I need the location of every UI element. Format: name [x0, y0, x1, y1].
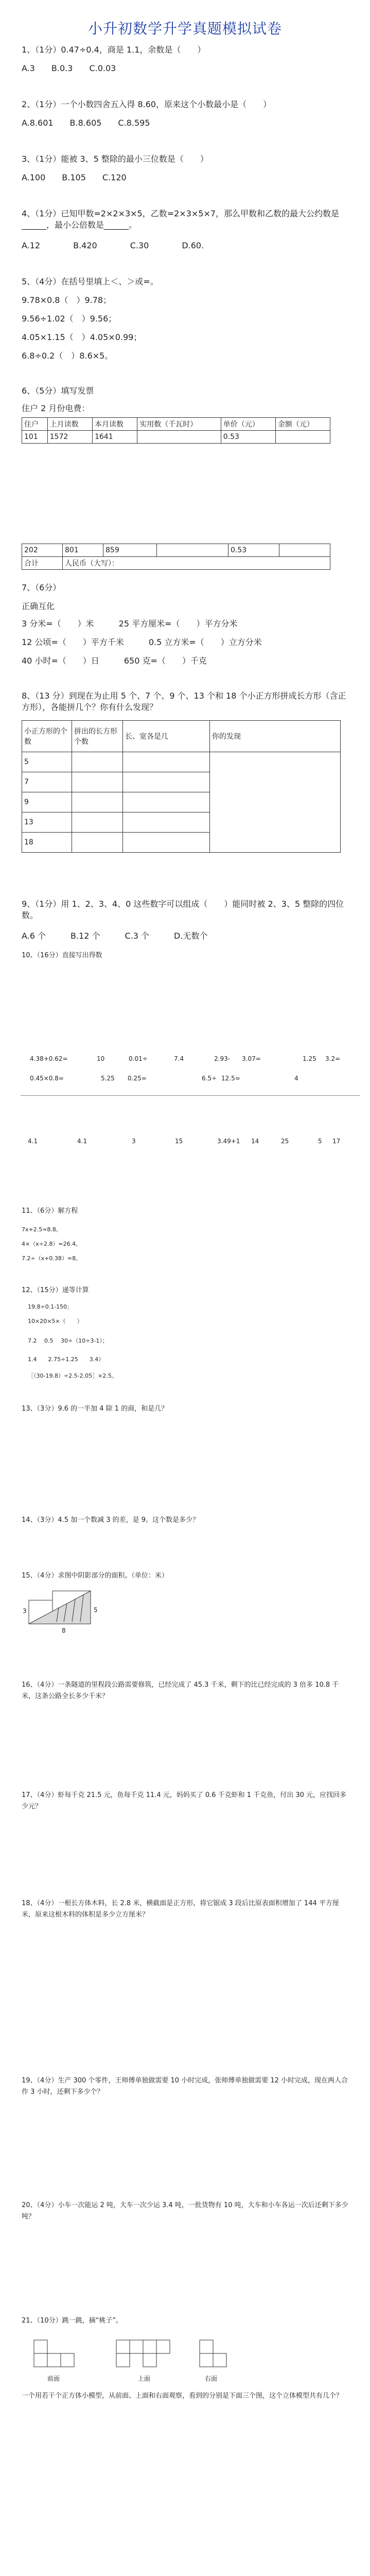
- table-cell: [137, 431, 221, 444]
- calc-item: 3.49+1: [217, 1138, 240, 1145]
- calc-item: 17: [332, 1138, 341, 1145]
- question-4-options: A.12 B.420 C.30 D.60.: [22, 241, 204, 250]
- question-10: 10、（16分）直接写出得数: [22, 952, 102, 959]
- rectangle-table: [22, 720, 341, 853]
- question-8: 8、（13 分）到现在为止用 5 个、7 个、9 个、13 个和 18 个小正方形拼成长方形（含正方形），各能拼几个？你有什么发现？: [22, 691, 346, 712]
- question-2-options: A.8.601 B.8.605 C.8.595: [22, 118, 150, 128]
- table-header: 长、宽各是几: [123, 721, 210, 752]
- question-7: 7、（6分）: [22, 583, 61, 592]
- question-21-description: 一个用若干个正方体小模型，从前面、上面和右面观察，看到的分别是下面三个图，这个立体模型共有几个？: [22, 2392, 343, 2400]
- question-9-options: A.6 个 B.12 个 C.3 个 D.无数个: [22, 931, 208, 941]
- table-header: 本月读数: [92, 418, 137, 431]
- calc-item: 4: [294, 1075, 298, 1082]
- calc-item: 3: [132, 1138, 136, 1145]
- calc-item: 25: [281, 1138, 289, 1145]
- view-label: 右面: [205, 2375, 218, 2382]
- equation: 7.2÷（x+0.38）=8。: [22, 1255, 82, 1262]
- question-7-subtitle: 正确互化: [22, 601, 55, 611]
- table-cell: 1641: [92, 431, 137, 444]
- table-cell: 7: [22, 772, 72, 792]
- table-cell: [279, 544, 330, 557]
- table-cell: 0.53: [221, 431, 275, 444]
- question-5: 5、（4分）在括号里填上＜、＞或=。: [22, 277, 158, 286]
- expression: 1.4 2.75÷1.25 3.4）: [28, 1356, 107, 1363]
- expression: 19.8÷0.1-150；: [28, 1303, 73, 1310]
- page-title: 小升初数学升学真题模拟试卷: [87, 20, 282, 37]
- question-5-row: 6.8÷0.2（ ）8.6×5。: [22, 351, 113, 361]
- question-3: 3、（1分）能被 3、5 整除的最小三位数是（ ）: [22, 154, 208, 164]
- question-7-row: 3 分米=（ ）米 25 平方厘米=（ ）平方分米: [22, 619, 238, 629]
- table-header: 单价（元）: [221, 418, 275, 431]
- table-header: 拼出的长方形个数: [72, 721, 123, 752]
- table-cell: 5: [22, 752, 72, 772]
- calc-item: 0.01÷: [129, 1055, 148, 1062]
- table-header: 你的发现: [210, 721, 341, 752]
- calc-item: 3.2=: [325, 1055, 341, 1062]
- table-cell: 101: [22, 431, 48, 444]
- question-1-options: A.3 B.0.3 C.0.03: [22, 63, 116, 73]
- right-view-figure: [199, 2339, 240, 2370]
- table-cell: 859: [103, 544, 157, 557]
- table-cell: [275, 431, 330, 444]
- table-cell: 1572: [47, 431, 92, 444]
- front-view-figure: [33, 2339, 82, 2370]
- table-header: 实用数（千瓦时）: [137, 418, 221, 431]
- expression: 7.2 0.5 30÷（10÷3-1）；: [28, 1337, 108, 1344]
- question-6-subtitle: 住户 2 月份电费：: [22, 403, 90, 413]
- table-header: 住户: [22, 418, 48, 431]
- question-19: 19、（4分）生产 300 个零件，王师傅单独做需要 10 小时完成，张师傅单独做需要 12 小时完成，现在两人合作 3 小时，还剩下多少个？: [22, 2077, 348, 2096]
- calc-item: 3.07=: [242, 1055, 261, 1062]
- calc-item: 4.1: [28, 1138, 38, 1145]
- calc-item: 0.45×0.8=: [30, 1075, 64, 1082]
- calc-item: 14: [251, 1138, 259, 1145]
- dimension-label: 8: [62, 1627, 66, 1634]
- table-cell: 18: [22, 833, 72, 853]
- question-18: 18、（4分）一根长方体木料，长 2.8 米，横截面是正方形，将它锯成 3 段后比原表面积增加了 144 平方厘米，原来这根木料的体积是多少立方厘米？: [22, 1900, 339, 1919]
- question-21: 21、（10分）跳一跳，摘“桃子”。: [22, 2317, 123, 2325]
- calc-item: 15: [175, 1138, 183, 1145]
- table-cell: 13: [22, 812, 72, 833]
- question-9: 9、（1分）用 1、2、3、4、0 这些数字可以组成（ ）能同时被 2、3、5 整除的四位数。: [22, 899, 344, 920]
- table-header: 上月读数: [47, 418, 92, 431]
- table-row: [22, 544, 330, 557]
- table-row: [22, 557, 330, 570]
- equation: 4×（x÷2.8）=26.4。: [22, 1241, 82, 1247]
- question-14: 14、（3分）4.5 加一个数减 3 的差，是 9。这个数是多少？: [22, 1516, 200, 1524]
- view-label: 上面: [138, 2375, 151, 2382]
- table-header-row: [22, 721, 341, 752]
- dimension-label: 3: [23, 1607, 27, 1615]
- question-6: 6、（5分）填写发票: [22, 386, 94, 396]
- calc-item: 4.1: [77, 1138, 87, 1145]
- table-cell: 人民币（大写）：: [63, 557, 330, 570]
- table-header: 金额（元）: [275, 418, 330, 431]
- top-view-figure: [115, 2339, 177, 2370]
- question-17: 17、（4分）虾每千克 21.5 元，鱼每千克 11.4 元，妈妈买了 0.6 千克虾和 1 千克鱼，付出 30 元，应找回多少元？: [22, 1791, 347, 1810]
- equation: 7x+2.5=8.8。: [22, 1226, 62, 1233]
- divider: [21, 1095, 360, 1096]
- calc-item: 6.5÷: [202, 1075, 217, 1082]
- question-5-row: 9.56÷1.02（ ）9.56；: [22, 314, 117, 324]
- question-2: 2、（1分）一个小数四舍五入得 8.60，原来这个小数最小是（ ）: [22, 99, 272, 109]
- calc-item: 12.5=: [221, 1075, 240, 1082]
- calc-item: 1.25: [303, 1055, 316, 1062]
- table-row: [22, 431, 330, 444]
- question-1: 1、（1分）0.47÷0.4，商是 1.1，余数是（ ）: [22, 45, 206, 55]
- question-15: 15、（4分）求图中阴影部分的面积。（单位：米）: [22, 1572, 168, 1580]
- table-cell: 合计: [22, 557, 63, 570]
- table-cell: [157, 544, 228, 557]
- question-7-row: 40 小时=（ ）日 650 克=（ ）千克: [22, 656, 207, 666]
- question-16: 16、（4分）一条隧道的里程段公路需要修筑，已经完成了 45.3 千米，剩下的比已经完成的 3 倍多 10.8 千米，这条公路全长多少千米？: [22, 1681, 339, 1700]
- calc-item: 7.4: [174, 1055, 184, 1062]
- calc-item: 5: [318, 1138, 322, 1145]
- question-12: 12、（15分）递等计算: [22, 1286, 89, 1294]
- table-cell: 9: [22, 792, 72, 812]
- question-20: 20、（4分）小车一次能运 2 吨，大车一次少运 3.4 吨，一批货物有 10 吨，大车和小车各运一次后还剩下多少吨？: [22, 2201, 348, 2221]
- calc-item: 10: [97, 1055, 105, 1062]
- table-cell: 202: [22, 544, 63, 557]
- table-header-row: [22, 418, 330, 431]
- table-cell: 0.53: [228, 544, 279, 557]
- invoice-table-bottom: [22, 544, 330, 570]
- question-5-row: 4.05×1.15（ ）4.05×0.99；: [22, 332, 142, 342]
- view-label: 前面: [47, 2375, 60, 2382]
- table-row: [22, 752, 341, 772]
- table-header: 小正方形的个数: [22, 721, 72, 752]
- dimension-label: 5: [94, 1606, 98, 1614]
- expression: 10×20×5×（ ）: [28, 1318, 83, 1325]
- shaded-area-figure: [26, 1588, 113, 1628]
- question-3-options: A.100 B.105 C.120: [22, 173, 127, 182]
- expression: ［（30-19.8）÷2.5-2.05］×2.5。: [28, 1372, 117, 1379]
- question-7-row: 12 公顷=（ ）平方千米 0.5 立方米=（ ）立方分米: [22, 637, 262, 647]
- question-13: 13、（3分）9.6 的一半加 4 除 1 的商，和是几？: [22, 1405, 168, 1413]
- calc-item: 5.25: [101, 1075, 115, 1082]
- calc-item: 0.25=: [128, 1075, 147, 1082]
- table-cell: 801: [63, 544, 103, 557]
- calc-item: 2.93-: [214, 1055, 231, 1062]
- question-5-row: 9.78×0.8（ ）9.78；: [22, 295, 112, 305]
- invoice-table-top: [22, 417, 330, 444]
- calc-item: 4.38+0.62=: [30, 1055, 68, 1062]
- question-4: 4、（1分）已知甲数=2×2×3×5，乙数=2×3×5×7，那么甲数和乙数的最大公约数是______，最小公倍数是______。: [22, 209, 340, 230]
- question-11: 11、（6分）解方程: [22, 1207, 78, 1215]
